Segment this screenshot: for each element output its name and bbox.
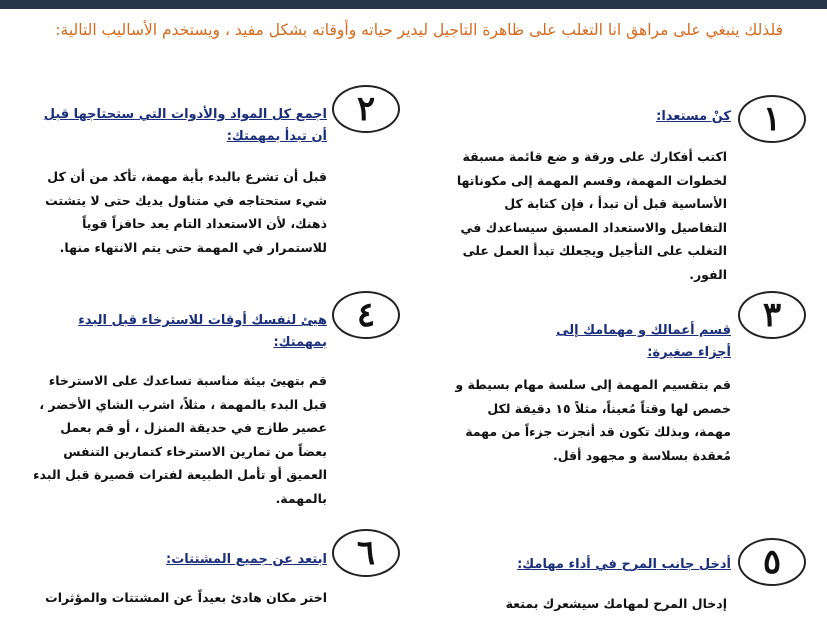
step-number-badge: ١	[738, 95, 806, 143]
step-number-badge: ٤	[332, 291, 400, 339]
step-heading: هيئ لنفسك أوقات للاسترخاء قبل البدء بمهمتك:	[78, 313, 327, 350]
step-body: اختر مكان هادئ بعيداً عن المشتتات والمؤثرات	[45, 590, 327, 605]
step-number-badge: ٦	[332, 529, 400, 577]
step-heading: ابتعد عن جميع المشتتات:	[166, 552, 327, 567]
step-heading: أدخل جانب المرح في أداء مهامك:	[517, 557, 731, 572]
step-number-badge: ٥	[738, 538, 806, 586]
step-body: إدخال المرح لمهامك سيشعرك بمتعة	[505, 596, 727, 611]
step-body: قم بتهيئ بيئة مناسبة تساعدك على الاسترخاء قبل البدء بالمهمة ، مثلاً، اشرب الشاي الأخضر ، عصير طازج في حديقة المنزل ، أو قم بعمل بعضاً من تمارين الاسترخاء كتمارين التنفس العميق أو تأمل الطبيعة لفترات قصيرة قبل البدء بالمهمة.	[33, 373, 327, 506]
step-heading: قسم أعمالك و مهمامك إلى أجزاء صغيرة:	[556, 323, 731, 360]
step-number-badge: ٣	[738, 291, 806, 339]
intro-text: فلذلك ينبغي على مراهق انا التغلب على ظاهرة التاجيل ليدير حياته وأوقاته بشكل مفيد ، ويستخدم الأساليب التالية:	[55, 21, 783, 39]
step-heading: كنْ مستعدا:	[656, 109, 731, 124]
step-body: قبل أن تشرع بالبدء بأية مهمة، تأكد من أن كل شيء ستحتاجه في متناول يديك حتى لا يتشتت ذهنك، لأن الاستعداد التام يعد حافزاً قوياً للاستمرار في المهمة حتى يتم الانتهاء منها.	[45, 169, 327, 255]
top-border	[0, 0, 827, 9]
step-heading: اجمع كل المواد والأدوات التي ستحتاجها قبل أن تبدأ بمهمتك:	[43, 107, 327, 144]
step-body: قم بتقسيم المهمة إلى سلسة مهام بسيطة و خصص لها وقتاً مُعيناً، مثلاً ١٥ دقيقة لكل مهمة، وبذلك تكون قد أنجزت جزءاً من مهمة مُعقدة بسلاسة و مجهود أقل.	[455, 377, 731, 463]
step-body: اكتب أفكارك على ورقة و ضع قائمة مسبقة لخطوات المهمة، وقسم المهمة إلى مكوناتها الأساسية قبل أن تبدأ ، فإن كتابة كل التفاصيل والاستعداد المسبق سيساعدك في التغلب على التأجيل ويجعلك تبدأ العمل على الفور.	[456, 149, 727, 282]
step-number-badge: ٢	[332, 85, 400, 133]
